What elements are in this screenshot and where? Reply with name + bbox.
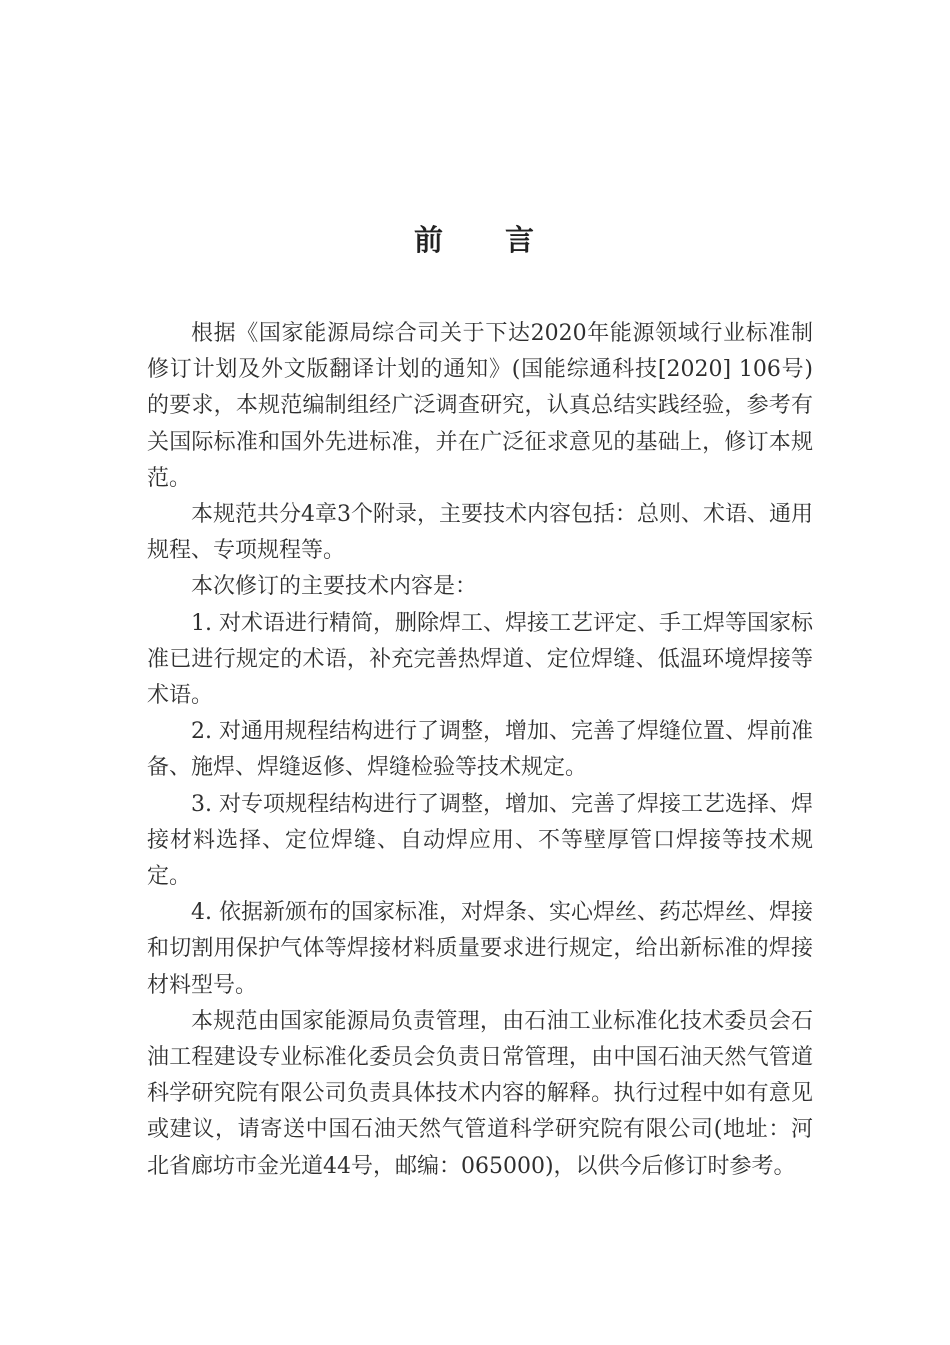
paragraph-revision-item-1: 1. 对术语进行精简，删除焊工、焊接工艺评定、手工焊等国家标准已进行规定的术语，补充完善热焊道、定位焊缝、低温环境焊接等术语。 [147,610,813,709]
paragraph-management: 本规范由国家能源局负责管理，由石油工业标准化技术委员会石油工程建设专业标准化委员会负责日常管理，由中国石油天然气管道科学研究院有限公司负责具体技术内容的解释。执行过程中如有意见或建议，请寄送中国石油天然气管道科学研究院有限公司(地址：河北省廊坊市金光道44号，邮编：065000)，以供今后修订时参考。 [147,1008,813,1179]
paragraph-revision-item-4: 4. 依据新颁布的国家标准，对焊条、实心焊丝、药芯焊丝、焊接和切割用保护气体等焊接材料质量要求进行规定，给出新标准的焊接材料型号。 [147,900,813,998]
preface-body [147,316,813,1185]
title-char-1: 前 [413,223,445,257]
paragraph-revision-item-3: 3. 对专项规程结构进行了调整，增加、完善了焊接工艺选择、焊接材料选择、定位焊缝、自动焊应用、不等壁厚管口焊接等技术规定。 [147,791,813,890]
paragraph-revision-item-2: 2. 对通用规程结构进行了调整，增加、完善了焊缝位置、焊前准备、施焊、焊缝返修、焊缝检验等技术规定。 [147,719,813,781]
title-char-2: 言 [505,223,537,257]
paragraph-structure: 本规范共分4章3个附录，主要技术内容包括：总则、术语、通用规程、专项规程等。 [147,502,813,564]
paragraph-basis: 根据《国家能源局综合司关于下达2020年能源领域行业标准制修订计划及外文版翻译计划的通知》(国能综通科技[2020] 106号)的要求，本规范编制组经广泛调查研究，认真总结实践经验，参考有关国际标准和国外先进标准，并在广泛征求意见的基础上，修订本规范。 [147,321,813,491]
page-title [0,218,950,259]
paragraph-revision-intro: 本次修订的主要技术内容是： [191,574,478,600]
